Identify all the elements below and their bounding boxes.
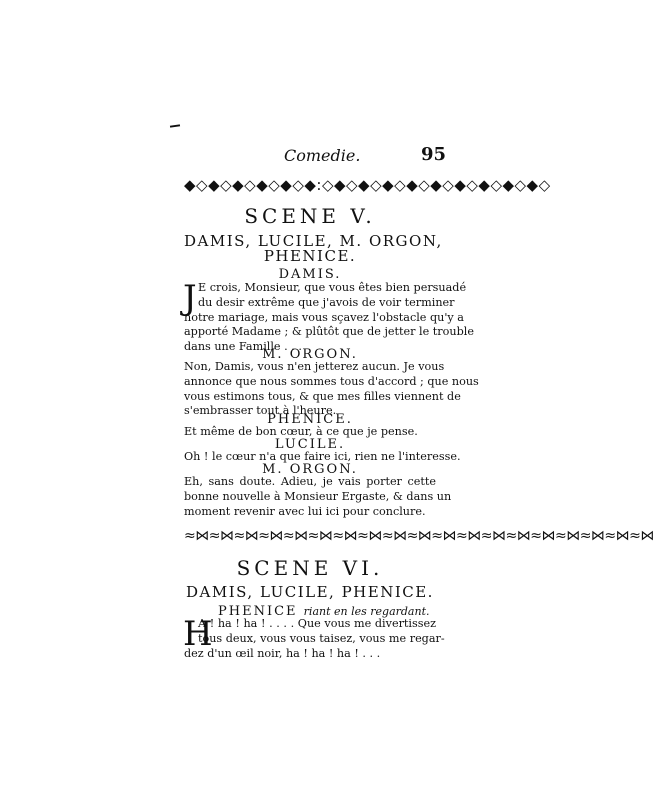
text-line: Et même de bon cœur, à ce que je pense. (184, 425, 418, 438)
scene-5-heading: SCENE V. (244, 204, 376, 228)
text-line: vous estimons tous, & que mes filles viennent de (184, 389, 461, 403)
text-line: dans une Famille . . . (184, 340, 302, 354)
speaker-name: DAMIS. (278, 267, 342, 282)
text-line: Non, Damis, vous n'en jetterez aucun. Je vous (184, 360, 445, 373)
top-ornament-band: ◆◇◆◇◆◇◆◇◆◇◆:◇◆◇◆◇◆◇◆◇◆◇◆◇◆◇◆◇◆◇ (184, 176, 551, 194)
text-line: annonce que nous sommes tous d'accord ; que nous (184, 374, 479, 388)
text-line: notre mariage, mais vous sçavez l'obstacle qu'y a (184, 310, 464, 324)
text-line: tous deux, vous vous taisez, vous me regar- (198, 631, 445, 645)
running-title: Comedie. (284, 146, 361, 165)
margin-mark (170, 124, 180, 127)
speech-orgon-1 (184, 360, 479, 419)
text-line: bonne nouvelle à Monsieur Ergaste, & dans un (184, 489, 452, 503)
text-line: Oh ! le cœur n'a que faire ici, rien ne l'interesse. (184, 450, 461, 463)
text-line: dez d'un œil noir, ha ! ha ! ha ! . . . (184, 646, 381, 660)
scene-5-cast-line-2: PHENICE. (263, 247, 357, 265)
speaker-name: LUCILE. (274, 437, 346, 452)
scene-5-cast-line-1: DAMIS, LUCILE, M. ORGON, (184, 232, 443, 250)
stage-direction: riant en les regardant. (303, 605, 430, 618)
scene-6-heading: SCENE VI. (236, 556, 384, 580)
text-line: A ! ha ! ha ! . . . . Que vous me divertissez (198, 617, 436, 630)
middle-ornament-band: ≈⋈≈⋈≈⋈≈⋈≈⋈≈⋈≈⋈≈⋈≈⋈≈⋈≈⋈≈⋈≈⋈≈⋈≈⋈≈⋈≈⋈≈⋈≈⋈ (184, 528, 654, 544)
drop-cap: J (183, 278, 197, 318)
text-line: moment revenir avec lui ici pour conclure. (184, 504, 426, 518)
page-number: 95 (420, 144, 446, 165)
speaker-name: M. ORGON. (262, 347, 358, 362)
text-line: s'embrasser tout à l'heure. (184, 404, 337, 418)
drop-cap: H (183, 614, 213, 654)
text-line: E crois, Monsieur, que vous êtes bien persuadé (198, 281, 467, 294)
speaker-name: M. ORGON. (262, 462, 358, 477)
text-line: Eh, sans doute. Adieu, je vais porter cette (184, 475, 436, 488)
speech-phenice-2 (183, 614, 445, 661)
speaker-name: PHENICE. (267, 412, 353, 427)
speaker-name: PHENICE (218, 604, 298, 619)
page-header (284, 146, 446, 168)
speech-orgon-2 (184, 475, 452, 519)
speech-damis (183, 278, 474, 355)
text-line: apporté Madame ; & plûtôt que de jetter le trouble (184, 325, 474, 339)
scene-6-cast: DAMIS, LUCILE, PHENICE. (186, 583, 434, 601)
text-line: du desir extrême que j'avois de voir terminer (198, 295, 455, 309)
